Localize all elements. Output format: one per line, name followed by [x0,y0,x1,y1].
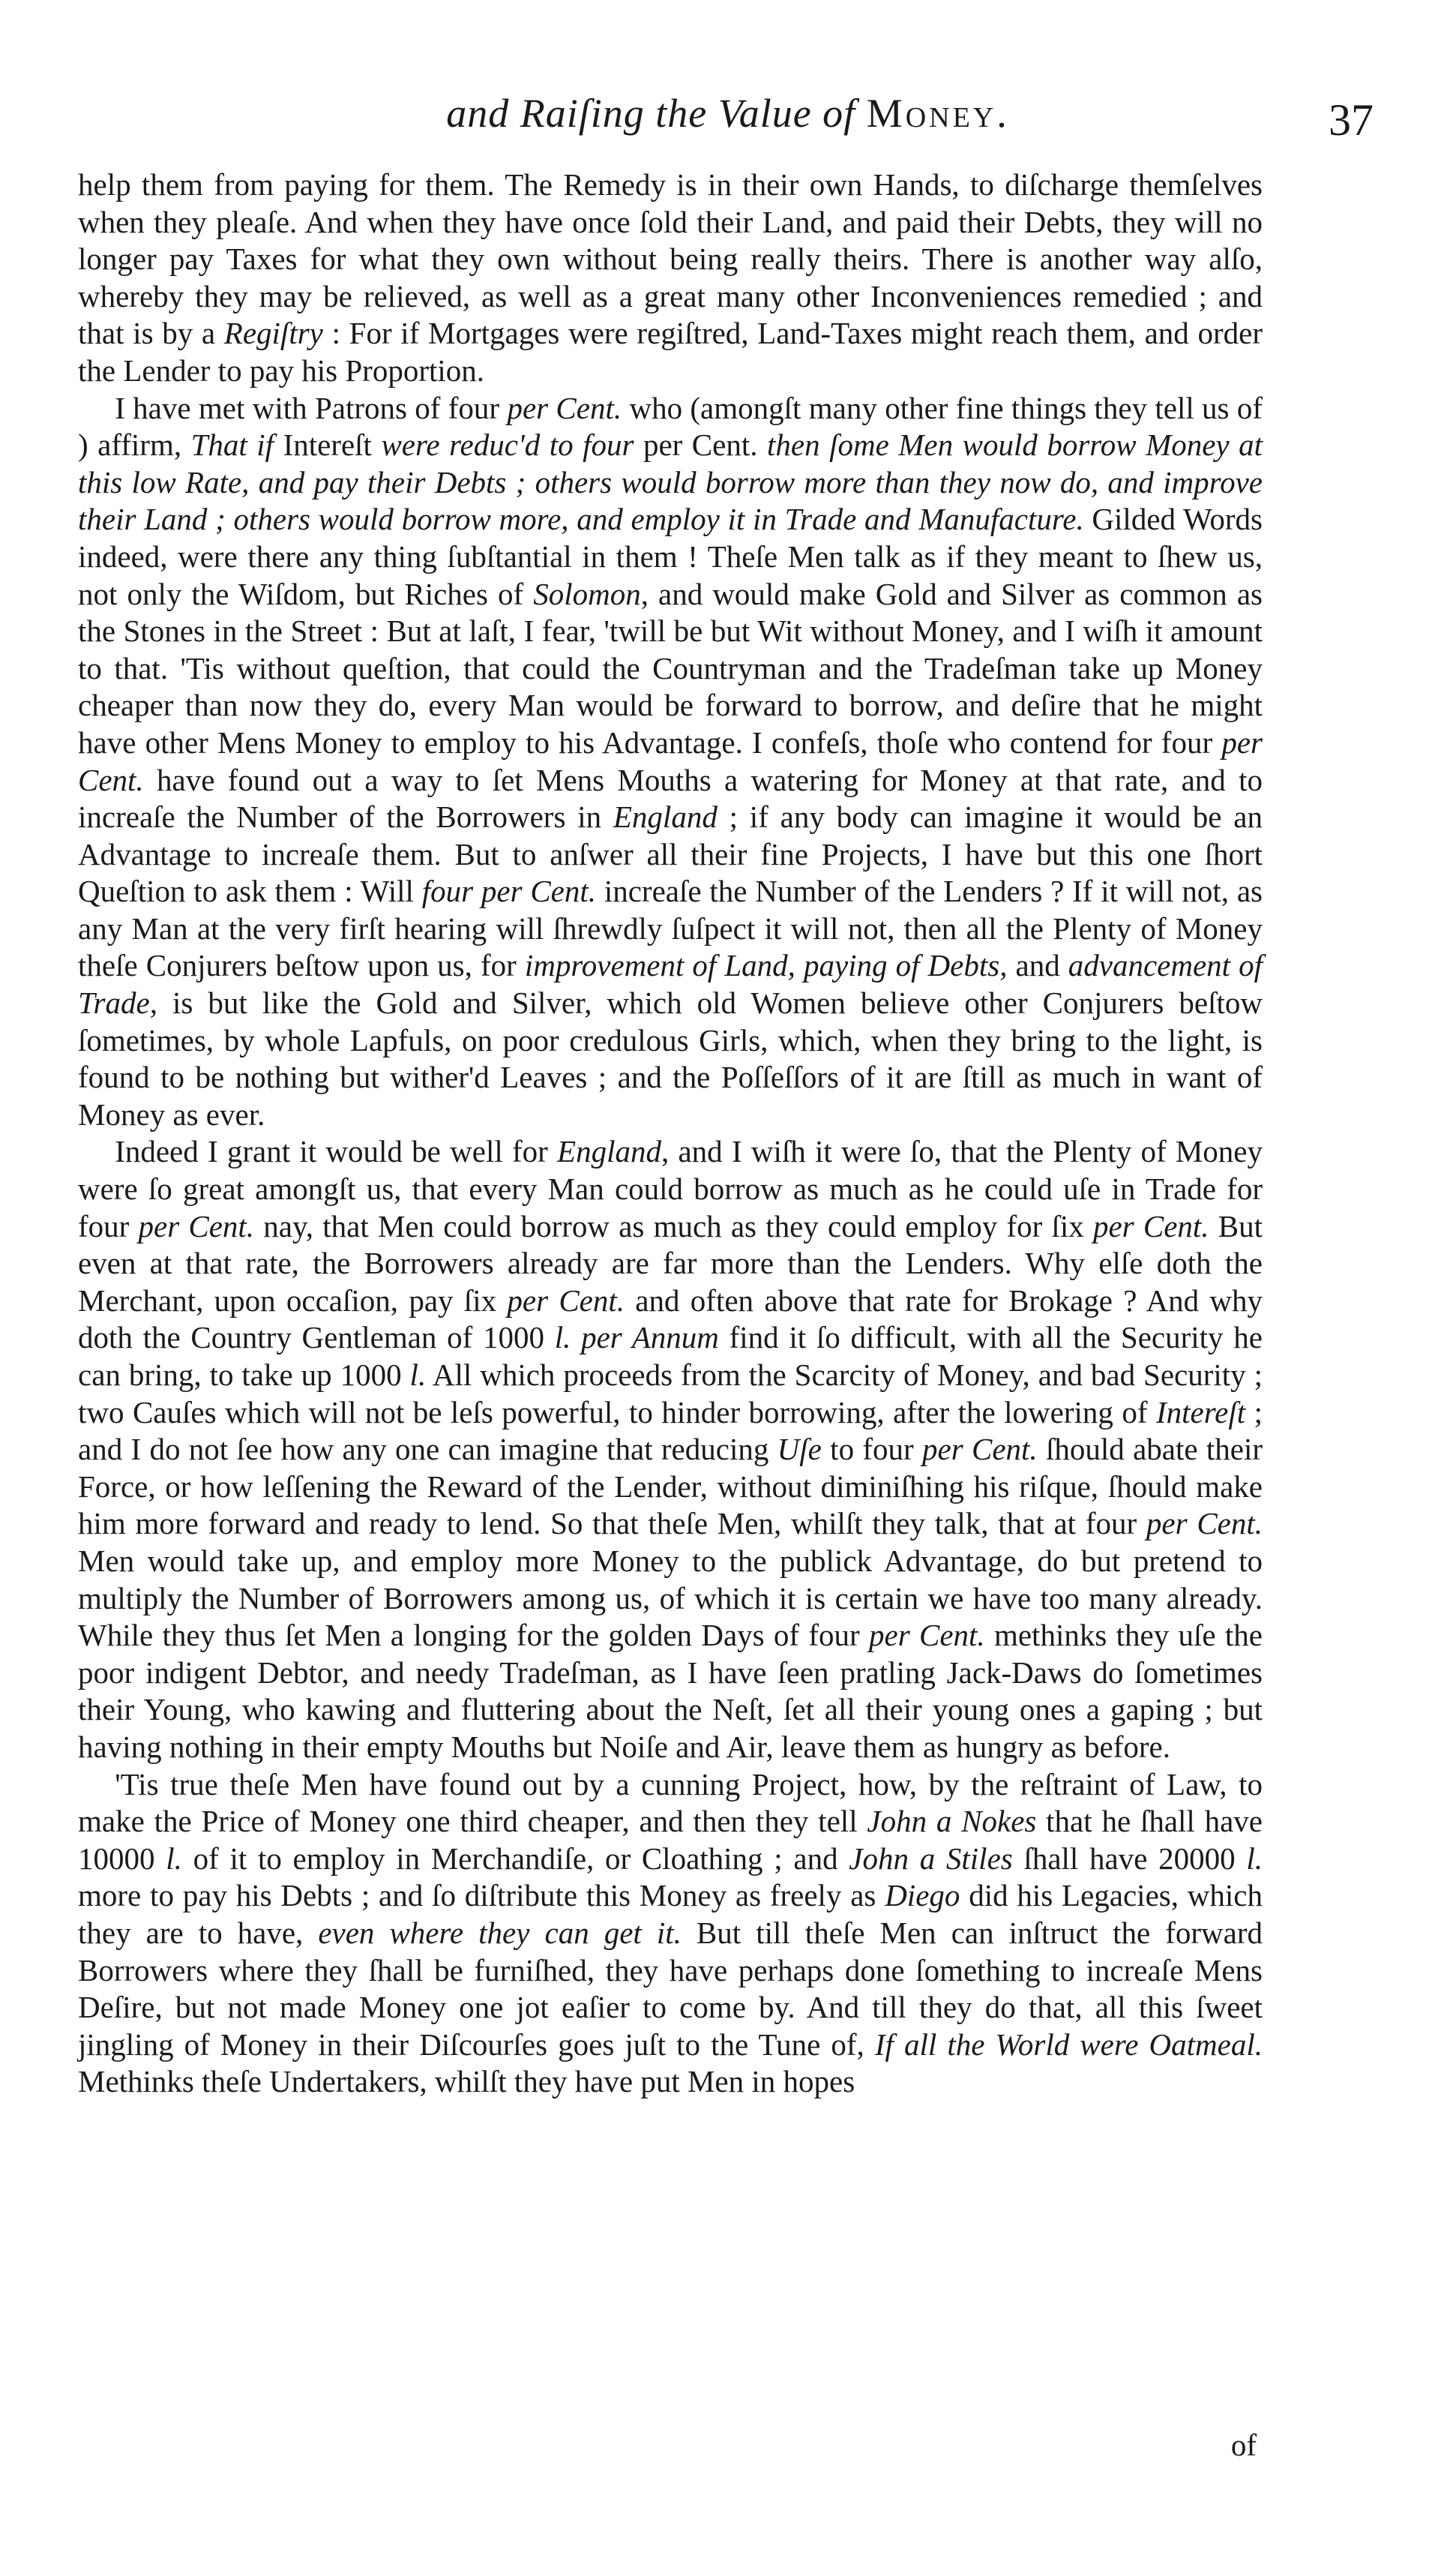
running-head-text: and Raiſing the Value of [446,91,867,136]
italic-text: per Cent. [507,1282,625,1318]
page-number: 37 [1329,95,1374,145]
italic-text: per Cent. [1092,1208,1209,1244]
italic-text: were reduc'd to four [381,428,634,463]
text-run: to four [821,1432,923,1467]
italic-text: per Cent. [869,1618,985,1653]
italic-text: l. [1246,1840,1263,1876]
italic-text: per Cent. [78,724,1263,797]
paragraph [78,166,1263,390]
text-run: ſhould abate their Force, or how leſſening the Reward of the Lender, without diminiſhing his riſque, ſhould make him more forward and ready to lend. So that theſe Men, whilſt they talk, that at four [78,1432,1263,1541]
text-run: that he ſhall have 10000 [78,1804,1263,1876]
italic-text: Regiſtry [223,316,323,351]
italic-text: l. per Annum [554,1320,719,1355]
text-run: But even at that rate, the Borrowers already are far more than the Lenders. Why elſe doth the Merchant, upon occaſion, pay ſix [78,1208,1263,1318]
text-run: ; if any body can imagine it would be an Advantage to increaſe them. But to anſwer all their fine Projects, I have but this one ſhort Queſtion to ask them : Will [78,800,1263,909]
italic-text: John a Stiles [849,1840,1013,1876]
text-run: ; and I do not ſee how any one can imagine that reducing [78,1394,1263,1467]
italic-text: Uſe [777,1432,822,1467]
text-run: , and would make Gold and Silver as common as the Stones in the Street : But at laſt, I fear, 'twill be but Wit without Money, and I wiſh it amount to that. 'Tis without queſtion, that could the Countryman and the Tradeſman take up Money cheaper than now they do, every Man would be forward to borrow, and deſire that he might have other Mens Money to employ to his Advantage. I confeſs, thoſe who contend for four [78,576,1263,760]
text-run: did his Legacies, which they are to have, [78,1878,1263,1950]
italic-text: Diego [885,1878,960,1913]
italic-text: l. [409,1358,427,1392]
text-run: methinks they uſe the poor indigent Debtor, and needy Tradeſman, as I have ſeen pratling Jack-Daws do ſometimes their Young, who kawing and fluttering about the Neſt, ſet all their young ones a gaping ; but having nothing in their empty Mouths but Noiſe and Air, leave them as hungry as before. [78,1618,1263,1764]
text-run: have found out a way to ſet Mens Mouths a watering for Money at that rate, and to increaſe the Number of the Borrowers in [78,762,1263,835]
text-run: per Cent. [634,428,767,463]
text-run: But till theſe Men can inſtruct the forward Borrowers where they ſhall be furniſhed, they have perhaps done ſomething to increaſe Mens Deſire, but not made Money one jot eaſier to come by. And till they do that, all this ſweet jingling of Money in their Diſcourſes goes juſt to the Tune of, [78,1915,1263,2062]
paragraph [78,1133,1263,1766]
text-run: nay, that Men could borrow as much as they could employ for ſix [254,1208,1093,1244]
italic-text: then ſome Men would borrow Money at this low Rate, and pay their Debts ; others would borrow more than they now do, and improve their Land ; others would borrow more, and employ it in Trade and Manufacture. [78,428,1263,537]
italic-text: Solomon [533,576,641,611]
text-run: 'Tis true theſe Men have found out by a cunning Project, how, by the reſtraint of Law, to make the Price of Money one third cheaper, and then they tell [78,1766,1263,1839]
italic-text: l. [166,1840,182,1876]
italic-text: advancement of Trade, [78,948,1263,1021]
catchword: of [1230,2428,1257,2462]
italic-text: improvement of Land, paying of Debts, [524,948,1008,983]
text-run: help them from paying for them. The Remedy is in their own Hands, to diſcharge themſelves when they pleaſe. And when they have once ſold their Land, and paid their Debts, they will no longer pay Taxes for what they own without being really theirs. There is another way alſo, whereby they may be relieved, as well as a great many other Inconveniences remedied ; and that is by a [78,167,1263,351]
italic-text: England [557,1134,661,1169]
text-run: Gilded Words indeed, were there any thing ſubſtantial in them ! Theſe Men talk as if they meant to ſhew us, not only the Wiſdom, but Riches of [78,502,1263,611]
text-run: Intereſt [274,428,382,463]
text-run: and often above that rate for Brokage ? And why doth the Country Gentleman of 1000 [78,1282,1263,1355]
italic-text: If all the World were Oatmeal. [874,2026,1263,2062]
italic-text: John a Nokes [867,1804,1037,1839]
running-head-caps: Money. [866,91,1010,136]
text-run: increaſe the Number of the Lenders ? If it will not, as any Man at the very firſt hearing will ſhrewdly ſuſpect it will not, then all the Plenty of Money theſe Conjurers beſtow upon us, for [78,874,1263,983]
text-run: find it ſo difficult, with all the Security he can bring, to take up 1000 [78,1320,1263,1392]
text-run: Methinks theſe Undertakers, whilſt they have put Men in hopes [78,2064,855,2099]
text-run: I have met with Patrons of four [115,390,508,425]
text-run: : For if Mortgages were regiſtred, Land-Taxes might reach them, and order the Lender to pay his Proportion. [78,316,1263,388]
text-run: All which proceeds from the Scarcity of Money, and bad Security ; two Cauſes which will not be leſs powerful, to hinder borrowing, after the lowering of [78,1358,1263,1430]
text-run: Indeed I grant it would be well for [115,1134,558,1169]
text-run: who (amongſt many other fine things they tell us of ) affirm, [78,390,1263,463]
italic-text: even where they can get it. [318,1915,682,1950]
italic-text: per Cent. [922,1432,1038,1467]
paragraph [78,1766,1263,2101]
text-run: Men would take up, and employ more Money to the publick Advantage, do but pretend to multiply the Number of Borrowers among us, of which it is certain we have too many already. While they thus ſet Men a longing for the golden Days of four [78,1543,1263,1653]
text-run: , and I wiſh it were ſo, that the Plenty of Money were ſo great amongſt us, that every Man could borrow as much as he could uſe in Trade for four [78,1134,1263,1244]
italic-text: per Cent. [1146,1506,1263,1541]
italic-text: Intereſt [1155,1394,1246,1430]
italic-text: four per Cent. [421,874,597,909]
italic-text: per Cent. [138,1208,255,1244]
italic-text: That if [190,428,274,463]
running-head [0,90,1456,136]
page-header [0,90,1456,150]
text-run: more to pay his Debts ; and ſo diſtribute this Money as freely as [78,1878,885,1913]
italic-text: England [613,800,718,835]
text-run: and [1007,948,1068,983]
body-text [78,166,1263,2101]
text-run: of it to employ in Merchandiſe, or Cloathing ; and [181,1840,849,1876]
paragraph [78,390,1263,1134]
text-run: ſhall have 20000 [1012,1840,1247,1876]
italic-text: per Cent. [507,390,622,425]
text-run: is but like the Gold and Silver, which old Women believe other Conjurers beſtow ſometimes, by whole Lapfuls, on poor credulous Girls, which, when they bring to the light, is found to be nothing but wither'd Leaves ; and the Poſſeſſors of it are ſtill as much in want of Money as ever. [78,986,1263,1132]
